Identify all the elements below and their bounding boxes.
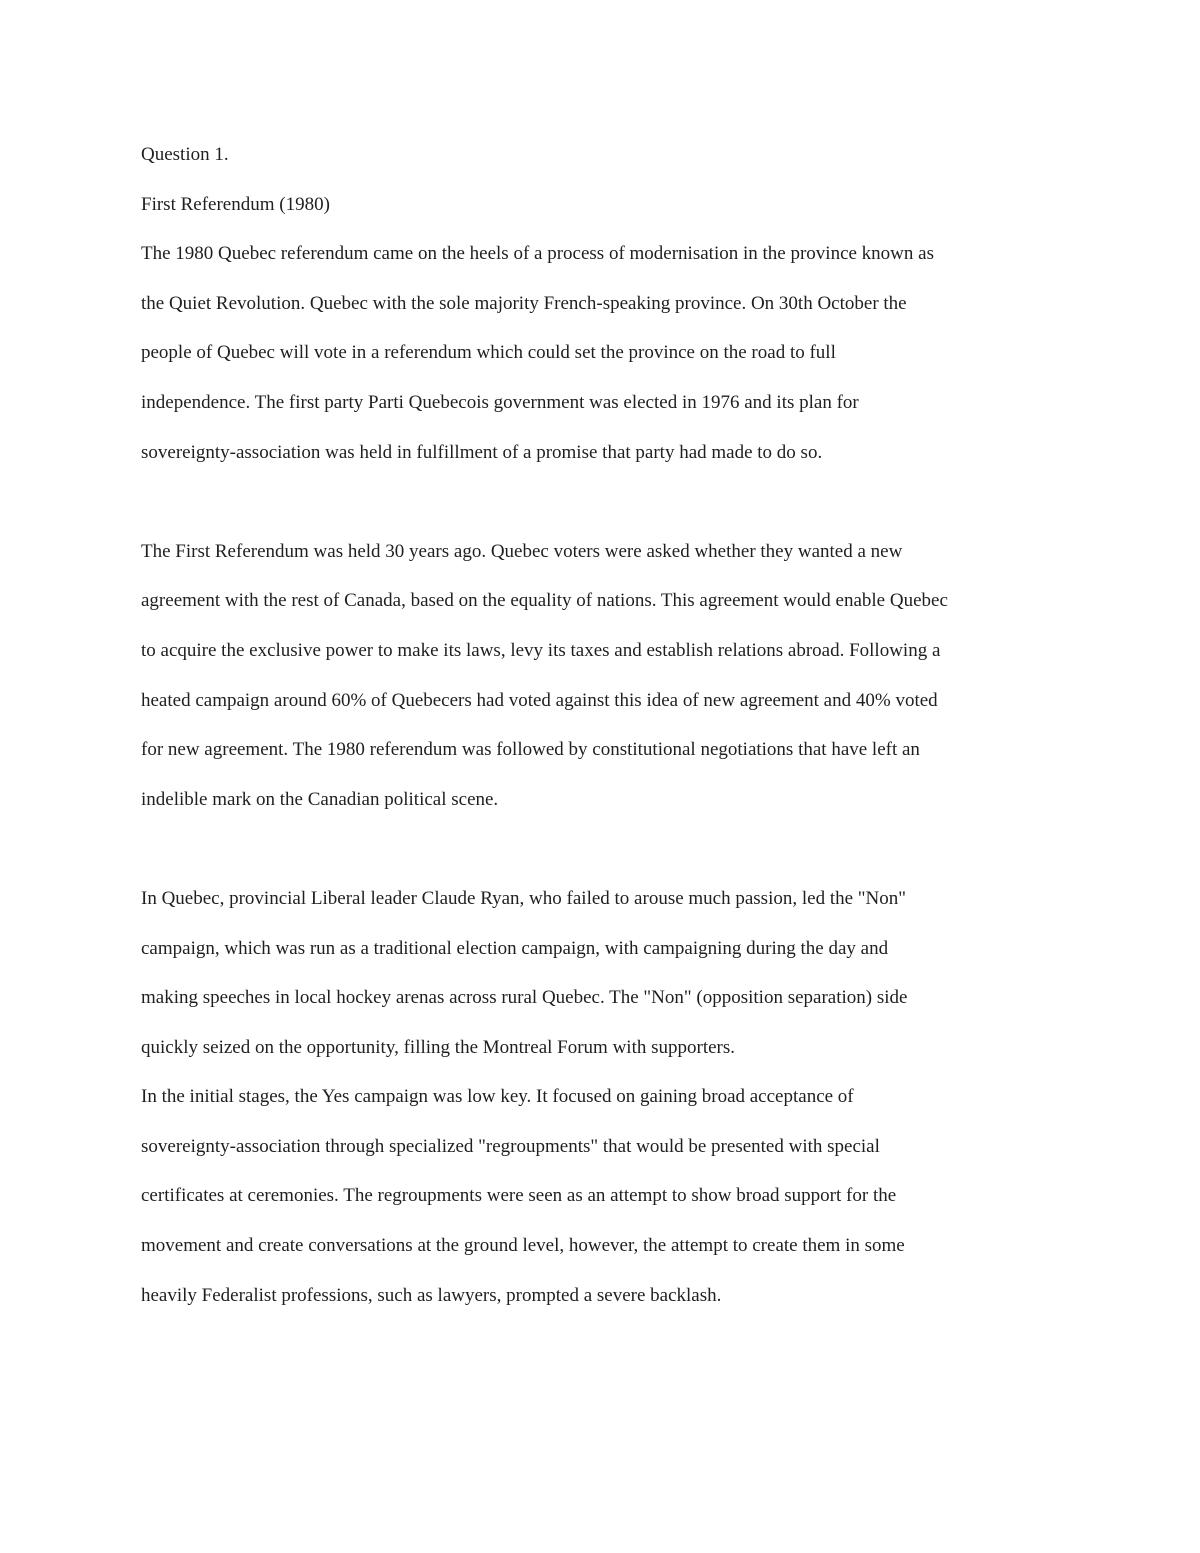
paragraph-line: certificates at ceremonies. The regroupments were seen as an attempt to show broad support for the xyxy=(141,1185,897,1207)
paragraph-line: indelible mark on the Canadian political scene. xyxy=(141,788,499,810)
paragraph-line: campaign, which was run as a traditional election campaign, with campaigning during the day and xyxy=(141,937,889,959)
paragraph-line: The 1980 Quebec referendum came on the heels of a process of modernisation in the province known as xyxy=(141,243,934,265)
paragraph-1 xyxy=(141,229,1061,477)
paragraph-line: independence. The first party Parti Quebecois government was elected in 1976 and its plan for xyxy=(141,391,859,413)
paragraph-line: movement and create conversations at the ground level, however, the attempt to create them in some xyxy=(141,1235,905,1257)
paragraph-line: heavily Federalist professions, such as lawyers, prompted a severe backlash. xyxy=(141,1284,722,1306)
document-body xyxy=(141,130,1061,1320)
paragraph-line: quickly seized on the opportunity, filling the Montreal Forum with supporters. xyxy=(141,1036,736,1058)
paragraph-line: to acquire the exclusive power to make its laws, levy its taxes and establish relations abroad. Following a xyxy=(141,639,941,661)
paragraph-2 xyxy=(141,527,1061,825)
paragraph-4 xyxy=(141,1072,1061,1320)
question-heading: Question 1. xyxy=(141,144,229,165)
section-subheading: First Referendum (1980) xyxy=(141,193,330,215)
paragraph-spacer xyxy=(141,477,1061,527)
paragraph-line: The First Referendum was held 30 years ago. Quebec voters were asked whether they wanted a new xyxy=(141,540,903,562)
paragraph-line: making speeches in local hockey arenas across rural Quebec. The "Non" (opposition separation) side xyxy=(141,987,908,1009)
paragraph-line: agreement with the rest of Canada, based on the equality of nations. This agreement would enable Quebec xyxy=(141,590,948,612)
paragraph-line: for new agreement. The 1980 referendum was followed by constitutional negotiations that have left an xyxy=(141,739,920,761)
paragraph-line: sovereignty-association was held in fulfillment of a promise that party had made to do so. xyxy=(141,441,823,463)
paragraph-line: people of Quebec will vote in a referendum which could set the province on the road to full xyxy=(141,342,836,364)
paragraph-3 xyxy=(141,874,1061,1072)
paragraph-line: the Quiet Revolution. Quebec with the sole majority French-speaking province. On 30th October the xyxy=(141,292,907,314)
paragraph-line: sovereignty-association through specialized "regroupments" that would be presented with special xyxy=(141,1135,880,1157)
paragraph-spacer xyxy=(141,824,1061,874)
paragraph-line: In Quebec, provincial Liberal leader Claude Ryan, who failed to arouse much passion, led the "Non" xyxy=(141,887,907,909)
paragraph-line: heated campaign around 60% of Quebecers had voted against this idea of new agreement and 40% voted xyxy=(141,689,938,711)
paragraph-line: In the initial stages, the Yes campaign was low key. It focused on gaining broad acceptance of xyxy=(141,1086,854,1108)
